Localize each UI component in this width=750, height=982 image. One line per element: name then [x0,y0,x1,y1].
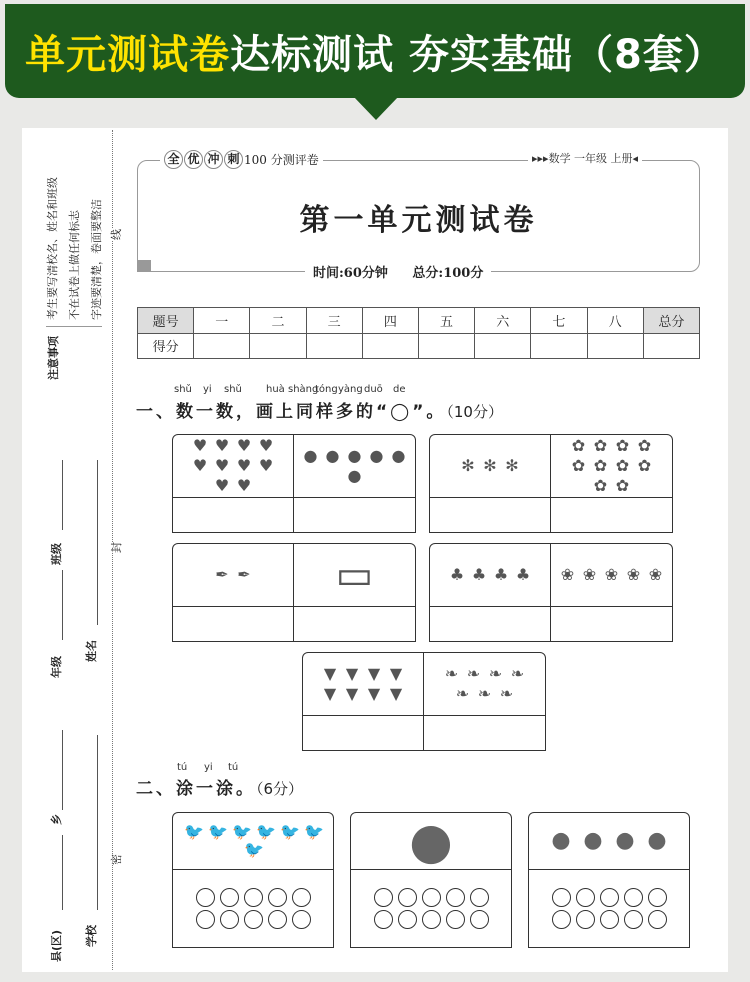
score-input-cell[interactable] [418,333,474,359]
color-circle[interactable] [600,888,619,907]
strawberry-icon: ♥ [236,456,252,475]
pear-icon: ● [347,466,362,485]
color-circle[interactable] [374,888,393,907]
flower-icon: ✿ [637,456,652,475]
color-circle[interactable] [422,910,441,929]
score-table [137,307,700,359]
flower-icon: ✿ [593,456,608,475]
series-char: 冲 [204,150,223,169]
bird-icon: 🐦 [208,822,228,841]
flower-icon: ✿ [615,436,630,455]
color-circle[interactable] [624,910,643,929]
flower-icon: ✿ [571,436,586,455]
color-circle[interactable] [196,888,215,907]
pinyin: tú [228,762,239,773]
time-limit: 时间:60分钟 [313,266,388,281]
carrot-icon: ▼ [345,664,359,683]
color-circle[interactable] [576,888,595,907]
picture-area [294,435,415,498]
county-field[interactable] [62,835,63,910]
color-circle[interactable] [648,888,667,907]
flower-icon: ✿ [593,436,608,455]
picture-area [430,435,550,498]
name-label: 姓名 [85,640,98,662]
page-title: 第一单元测试卷 [299,203,538,238]
color-circle[interactable] [244,910,263,929]
color-circle[interactable] [398,910,417,929]
chili-icon: ❧ [466,664,481,683]
answer-area[interactable] [430,607,550,641]
counting-group [429,543,673,642]
pinyin: duō [364,384,383,395]
picture-area [173,544,293,607]
question-2-title [136,774,303,799]
seal-mark-line: 线 [110,229,123,240]
question-2-text: 二、涂一涂。 [136,779,256,799]
peach-icon: ● [615,828,635,853]
pear-icon: ● [369,446,384,465]
score-row-label: 得分 [138,333,194,359]
tree-icon: ♣ [449,565,465,584]
chrysanthemum-icon: ❀ [626,565,641,584]
flower-icon: ✿ [593,476,608,495]
pen-icon: ✒ [215,565,229,584]
tree-icon: ♣ [471,565,487,584]
color-circle[interactable] [576,910,595,929]
notice-1: 考生要写清校名、姓名和班级 [46,177,59,320]
pinyin: de [393,384,406,395]
score-header-cell: 一 [194,308,250,334]
question-1-points: （10分） [446,403,503,421]
pear-icon: ● [325,446,340,465]
chili-icon: ❧ [477,684,492,703]
notice-divider [46,326,102,327]
answer-area[interactable] [424,716,545,750]
pinyin: shǔ [224,384,242,395]
answer-area[interactable] [294,498,415,532]
answer-area[interactable] [173,607,293,641]
score-header-cell: 七 [531,308,587,334]
name-field[interactable] [97,460,98,625]
counting-cell [430,435,551,532]
score-header-cell: 总分 [643,308,699,334]
color-circle[interactable] [292,910,311,929]
pumpkin-icon: ● [409,812,453,870]
grade-label: 年级 [50,656,63,678]
score-input-cell[interactable] [643,333,699,359]
counting-cell [430,544,551,641]
exam-meta [305,262,491,281]
picture-area [551,435,672,498]
color-circle[interactable] [446,910,465,929]
series-char: 全 [164,150,183,169]
picture-area [303,653,423,716]
answer-area[interactable] [303,716,423,750]
answer-area[interactable] [430,498,550,532]
picture-area [529,813,689,870]
flower-icon: ✿ [571,456,586,475]
color-circle[interactable] [470,910,489,929]
picture-area [173,435,293,498]
score-header-cell: 四 [362,308,418,334]
total-score: 总分:100分 [412,266,484,281]
carrot-icon: ▼ [389,664,403,683]
bird-icon: 🐦 [232,822,252,841]
banner [5,4,745,98]
picture-area [294,544,415,607]
picture-area [430,544,550,607]
counting-cell [294,544,415,641]
school-label: 学校 [85,925,98,947]
color-circle[interactable] [374,910,393,929]
counting-group [302,652,546,751]
color-circle[interactable] [268,910,287,929]
pinyin: huà [266,384,285,395]
score-input-cell[interactable] [475,333,531,359]
score-input-cell[interactable] [194,333,250,359]
school-field[interactable] [97,735,98,910]
flower-icon: ✿ [615,476,630,495]
color-circle[interactable] [196,910,215,929]
answer-area[interactable] [294,607,415,641]
flower-icon: ✿ [615,456,630,475]
score-header-cell: 五 [418,308,474,334]
coloring-box [172,812,334,948]
picture-area [173,813,333,870]
color-circle[interactable] [398,888,417,907]
counting-cell [303,653,424,750]
series-char: 刺 [224,150,243,169]
score-header-cell: 八 [587,308,643,334]
answer-area[interactable] [551,498,672,532]
counting-cell [551,435,672,532]
chili-icon: ❧ [488,664,503,683]
pear-icon: ● [391,446,406,465]
carrot-icon: ▼ [323,664,337,683]
chrysanthemum-icon: ❀ [582,565,597,584]
strawberry-icon: ♥ [214,456,230,475]
pinyin: yi [203,384,212,395]
carrot-icon: ▼ [345,684,359,703]
counting-group [172,434,416,533]
counting-group [429,434,673,533]
seal-mark-secret: 密 [110,854,123,865]
counting-cell [173,544,294,641]
answer-area[interactable] [551,607,672,641]
pinyin: shàng [288,384,319,395]
pinyin: tóng [315,384,338,395]
score-input-cell[interactable] [250,333,306,359]
counting-cell [294,435,415,532]
pear-icon: ● [347,446,362,465]
class-field[interactable] [62,460,63,530]
strawberry-icon: ♥ [258,456,274,475]
carrot-icon: ▼ [367,684,381,703]
banner-text: 达标测试 夯实基础（8套） [230,31,725,78]
tree-icon: ♣ [493,565,509,584]
counting-cell [424,653,545,750]
picture-area [551,544,672,607]
circle-grid [351,870,511,947]
chrysanthemum-icon: ❀ [604,565,619,584]
strawberry-icon: ♥ [236,476,252,495]
score-header-cell: 三 [306,308,362,334]
score-input-cell[interactable] [531,333,587,359]
corner-marker [137,260,151,272]
score-header-cell: 二 [250,308,306,334]
notice-2: 不在试卷上做任何标志 [68,210,81,320]
counting-cell [551,544,672,641]
picture-area [351,813,511,870]
coloring-box [350,812,512,948]
notice-title: 注意事项 [47,336,60,380]
color-circle[interactable] [268,888,287,907]
question-2-points: （6分） [256,780,304,798]
color-circle[interactable] [648,910,667,929]
score-header-cell: 六 [475,308,531,334]
color-circle[interactable] [624,888,643,907]
county-label: 县(区) [50,929,63,962]
color-circle[interactable] [422,888,441,907]
color-circle[interactable] [552,888,571,907]
bird-icon: 🐦 [304,822,324,841]
score-input-cell[interactable] [306,333,362,359]
strawberry-icon: ♥ [258,436,274,455]
question-1-text: 一、数一数，画上同样多的“◯”。 [136,402,447,422]
chili-icon: ❧ [455,684,470,703]
class-label: 班级 [50,543,63,565]
color-circle[interactable] [446,888,465,907]
color-circle[interactable] [244,888,263,907]
score-header-cell: 题号 [138,308,194,334]
pinyin: yi [204,762,213,773]
color-circle[interactable] [292,888,311,907]
color-circle[interactable] [552,910,571,929]
peach-icon: ● [583,828,603,853]
question-1-title [136,397,503,422]
bee-icon: ✻ [483,456,497,475]
banner-arrow-icon [353,96,399,120]
series-suffix: 100 分测评卷 [244,153,319,167]
strawberry-icon: ♥ [192,436,208,455]
carrot-icon: ▼ [323,684,337,703]
notice-3: 字迹要清楚，卷面要整洁 [90,199,103,320]
bird-icon: 🐦 [244,840,264,859]
pen-icon: ✒ [237,565,251,584]
pencil-box-icon: ▭ [335,552,374,598]
pinyin: shǔ [174,384,192,395]
pinyin: tú [177,762,188,773]
score-input-cell[interactable] [362,333,418,359]
picture-area [424,653,545,716]
chili-icon: ❧ [510,664,525,683]
bird-icon: 🐦 [256,822,276,841]
circle-grid [529,870,689,947]
carrot-icon: ▼ [389,684,403,703]
color-circle[interactable] [220,910,239,929]
township-field[interactable] [62,730,63,810]
chrysanthemum-icon: ❀ [648,565,663,584]
chili-icon: ❧ [444,664,459,683]
tree-icon: ♣ [515,565,531,584]
bee-icon: ✻ [505,456,519,475]
township-label: 乡 [50,814,63,825]
peach-icon: ● [551,828,571,853]
strawberry-icon: ♥ [214,476,230,495]
chrysanthemum-icon: ❀ [560,565,575,584]
peach-icon: ● [647,828,667,853]
series-char: 优 [184,150,203,169]
flower-icon: ✿ [637,436,652,455]
strawberry-icon: ♥ [236,436,252,455]
answer-area[interactable] [173,498,293,532]
pinyin: yàng [338,384,363,395]
banner-highlight: 单元测试卷 [25,31,231,78]
subject-label: ▸▸▸数学 一年级 上册◂ [528,150,642,166]
counting-cell [173,435,294,532]
chili-icon: ❧ [499,684,514,703]
bird-icon: 🐦 [280,822,300,841]
bee-icon: ✻ [461,456,475,475]
score-input-cell[interactable] [587,333,643,359]
seal-mark-seal: 封 [110,542,123,553]
circle-grid [173,870,333,947]
coloring-box [528,812,690,948]
color-circle[interactable] [470,888,489,907]
grade-field[interactable] [62,570,63,640]
counting-group [172,543,416,642]
strawberry-icon: ♥ [214,436,230,455]
carrot-icon: ▼ [367,664,381,683]
series-label [160,150,323,169]
color-circle[interactable] [600,910,619,929]
bird-icon: 🐦 [184,822,204,841]
pear-icon: ● [303,446,318,465]
strawberry-icon: ♥ [192,456,208,475]
color-circle[interactable] [220,888,239,907]
